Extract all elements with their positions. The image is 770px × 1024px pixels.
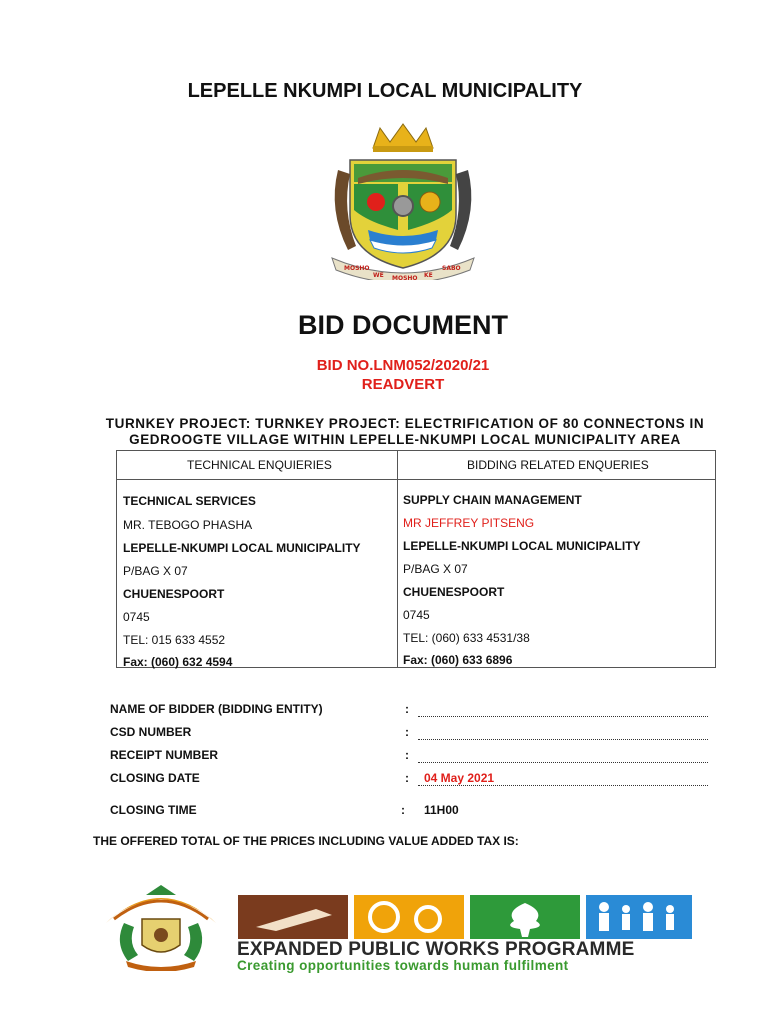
bidding-enquiries-header: BIDDING RELATED ENQUERIES <box>467 458 649 472</box>
motto-word: KE <box>424 272 433 279</box>
bidder-name-field[interactable] <box>418 702 708 717</box>
closing-time-value: 11H00 <box>424 803 459 817</box>
municipality-title: LEPELLE NKUMPI LOCAL MUNICIPALITY <box>187 80 583 102</box>
technical-town: CHUENESPOORT <box>123 587 225 601</box>
table-divider <box>117 479 715 480</box>
motto-word: MOSHO <box>392 275 418 280</box>
project-title-line: GEDROOGTE VILLAGE WITHIN LEPELLE-NKUMPI LOCAL MUNICIPALITY AREA <box>129 432 681 447</box>
bidding-address: P/BAG X 07 <box>403 562 468 576</box>
epwp-slogan: Creating opportunities towards human fulfilment <box>237 958 569 973</box>
technical-organisation: LEPELLE-NKUMPI LOCAL MUNICIPALITY <box>123 541 361 555</box>
bidding-contact: MR JEFFREY PITSENG <box>403 516 535 530</box>
municipal-crest-logo <box>318 120 488 280</box>
bidder-name-label: NAME OF BIDDER (BIDDING ENTITY) <box>110 702 323 716</box>
field-colon: : <box>401 803 405 817</box>
technical-department: TECHNICAL SERVICES <box>123 494 256 508</box>
bidding-fax: Fax: (060) 633 6896 <box>403 653 513 667</box>
bidding-town: CHUENESPOORT <box>403 585 505 599</box>
field-colon: : <box>405 748 409 762</box>
motto-word: MOSHO <box>344 265 370 272</box>
enquiries-table <box>116 450 716 668</box>
csd-number-field[interactable] <box>418 725 708 740</box>
closing-time-label: CLOSING TIME <box>110 803 197 817</box>
crown-icon <box>373 124 433 152</box>
project-title <box>100 416 710 448</box>
closing-date-value: 04 May 2021 <box>424 771 495 785</box>
technical-tel: TEL: 015 633 4552 <box>123 633 226 647</box>
field-colon: : <box>405 702 409 716</box>
readvert-label: READVERT <box>361 376 445 393</box>
field-colon: : <box>405 725 409 739</box>
technical-contact: MR. TEBOGO PHASHA <box>123 518 253 532</box>
receipt-number-field[interactable] <box>418 748 708 763</box>
project-title-line: TURNKEY PROJECT: TURNKEY PROJECT: ELECTRIFICATION OF 80 CONNECTONS IN <box>105 416 705 431</box>
motto-word: WE <box>373 272 384 279</box>
technical-address: P/BAG X 07 <box>123 564 188 578</box>
table-divider <box>397 451 398 667</box>
technical-postal-code: 0745 <box>123 610 150 624</box>
bidding-department: SUPPLY CHAIN MANAGEMENT <box>403 493 582 507</box>
bidding-organisation: LEPELLE-NKUMPI LOCAL MUNICIPALITY <box>403 539 641 553</box>
coat-of-arms-logo <box>96 883 226 971</box>
receipt-number-label: RECEIPT NUMBER <box>110 748 219 762</box>
bidding-postal-code: 0745 <box>403 608 430 622</box>
closing-date-label: CLOSING DATE <box>110 771 200 785</box>
csd-number-label: CSD NUMBER <box>110 725 192 739</box>
motto-word: SABO <box>442 265 461 272</box>
document-title: BID DOCUMENT <box>298 310 508 340</box>
technical-enquiries-header: TECHNICAL ENQUIERIES <box>187 458 332 472</box>
technical-fax: Fax: (060) 632 4594 <box>123 655 233 669</box>
bidding-tel: TEL: (060) 633 4531/38 <box>403 631 530 645</box>
field-colon: : <box>405 771 409 785</box>
epwp-programme-name: EXPANDED PUBLIC WORKS PROGRAMME <box>237 939 635 960</box>
bid-number: BID NO.LNM052/2020/21 <box>316 357 490 374</box>
vat-statement: THE OFFERED TOTAL OF THE PRICES INCLUDING VALUE ADDED TAX IS: <box>93 834 519 848</box>
